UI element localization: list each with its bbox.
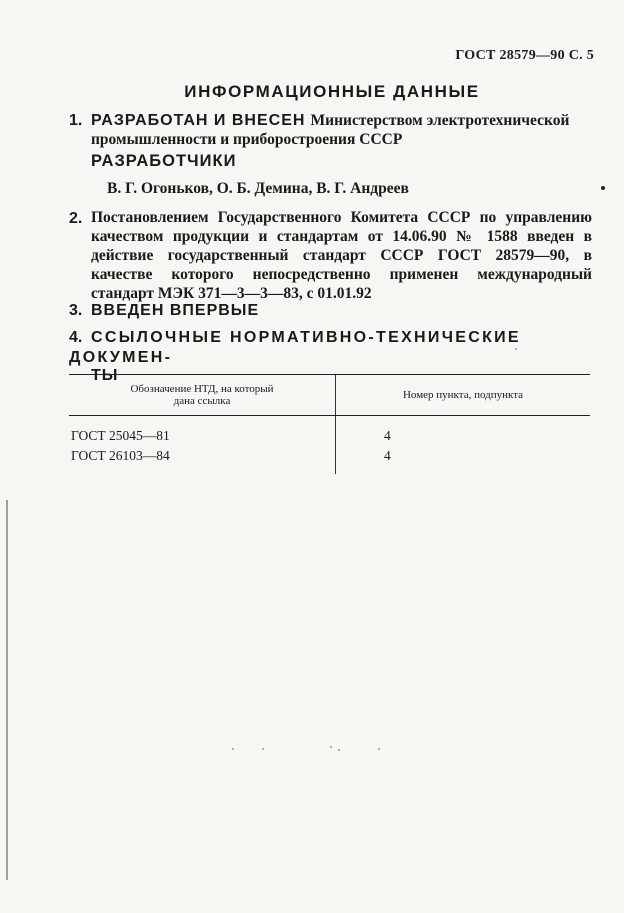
scan-edge-mark xyxy=(6,500,8,880)
stray-dot xyxy=(601,186,605,190)
cell-document: ГОСТ 25045—81 xyxy=(71,428,170,443)
section-2 xyxy=(69,208,594,302)
page-title: ИНФОРМАЦИОННЫЕ ДАННЫЕ xyxy=(184,82,480,101)
reference-documents-table xyxy=(69,374,590,474)
table-row xyxy=(69,446,590,466)
table-header-row xyxy=(69,375,590,416)
section-3-heading: ВВЕДЕН ВПЕРВЫЕ xyxy=(91,302,260,319)
cell-document: ГОСТ 26103—84 xyxy=(71,448,170,463)
section-3 xyxy=(69,300,594,320)
section-1 xyxy=(69,110,594,149)
column-header-clause: Номер пункта, подпункта xyxy=(336,375,591,416)
section-1-number: 1. xyxy=(69,112,83,129)
cell-clause: 4 xyxy=(336,446,591,466)
column-header-document xyxy=(69,375,336,416)
scan-speck xyxy=(338,749,340,751)
section-2-text: Постановлением Государственного Комитета СССР по управлению качеством продукции и стандартам от 14.06.90 № 1588 введен в действие государственный стандарт СССР ГОСТ 28579—90, в качестве которого непосредственно применен международный стандарт МЭК 371—3—3—83, с 01.01.92 xyxy=(91,209,592,302)
developers-names: В. Г. Огоньков, О. Б. Демина, В. Г. Андреев xyxy=(107,180,409,197)
developers-heading: РАЗРАБОТЧИКИ xyxy=(91,152,237,170)
scan-speck xyxy=(232,748,234,750)
page-header-code: ГОСТ 28579—90 С. 5 xyxy=(455,48,594,63)
section-4-heading-line2: ТЫ xyxy=(91,367,119,384)
section-1-text-line1: Министерством электротехнической xyxy=(310,112,570,129)
section-3-number: 3. xyxy=(69,302,83,319)
scan-speck xyxy=(515,348,517,350)
section-4-number: 4. xyxy=(69,329,83,346)
column-header-document-line2: дана ссылка xyxy=(173,395,231,407)
column-header-document-line1: Обозначение НТД, на который xyxy=(130,383,274,395)
scan-speck xyxy=(262,748,264,750)
section-1-text-line2: промышленности и приборостроения СССР xyxy=(91,131,403,148)
section-1-heading: РАЗРАБОТАН И ВНЕСЕН xyxy=(91,112,306,129)
table-row-spacer xyxy=(69,466,590,474)
cell-clause: 4 xyxy=(336,416,591,447)
scan-speck xyxy=(378,748,380,750)
section-2-number: 2. xyxy=(69,210,83,227)
scan-speck xyxy=(330,746,332,748)
table-row xyxy=(69,416,590,447)
section-4-heading-line1: ССЫЛОЧНЫЕ НОРМАТИВНО-ТЕХНИЧЕСКИЕ ДОКУМЕН- xyxy=(69,329,521,366)
